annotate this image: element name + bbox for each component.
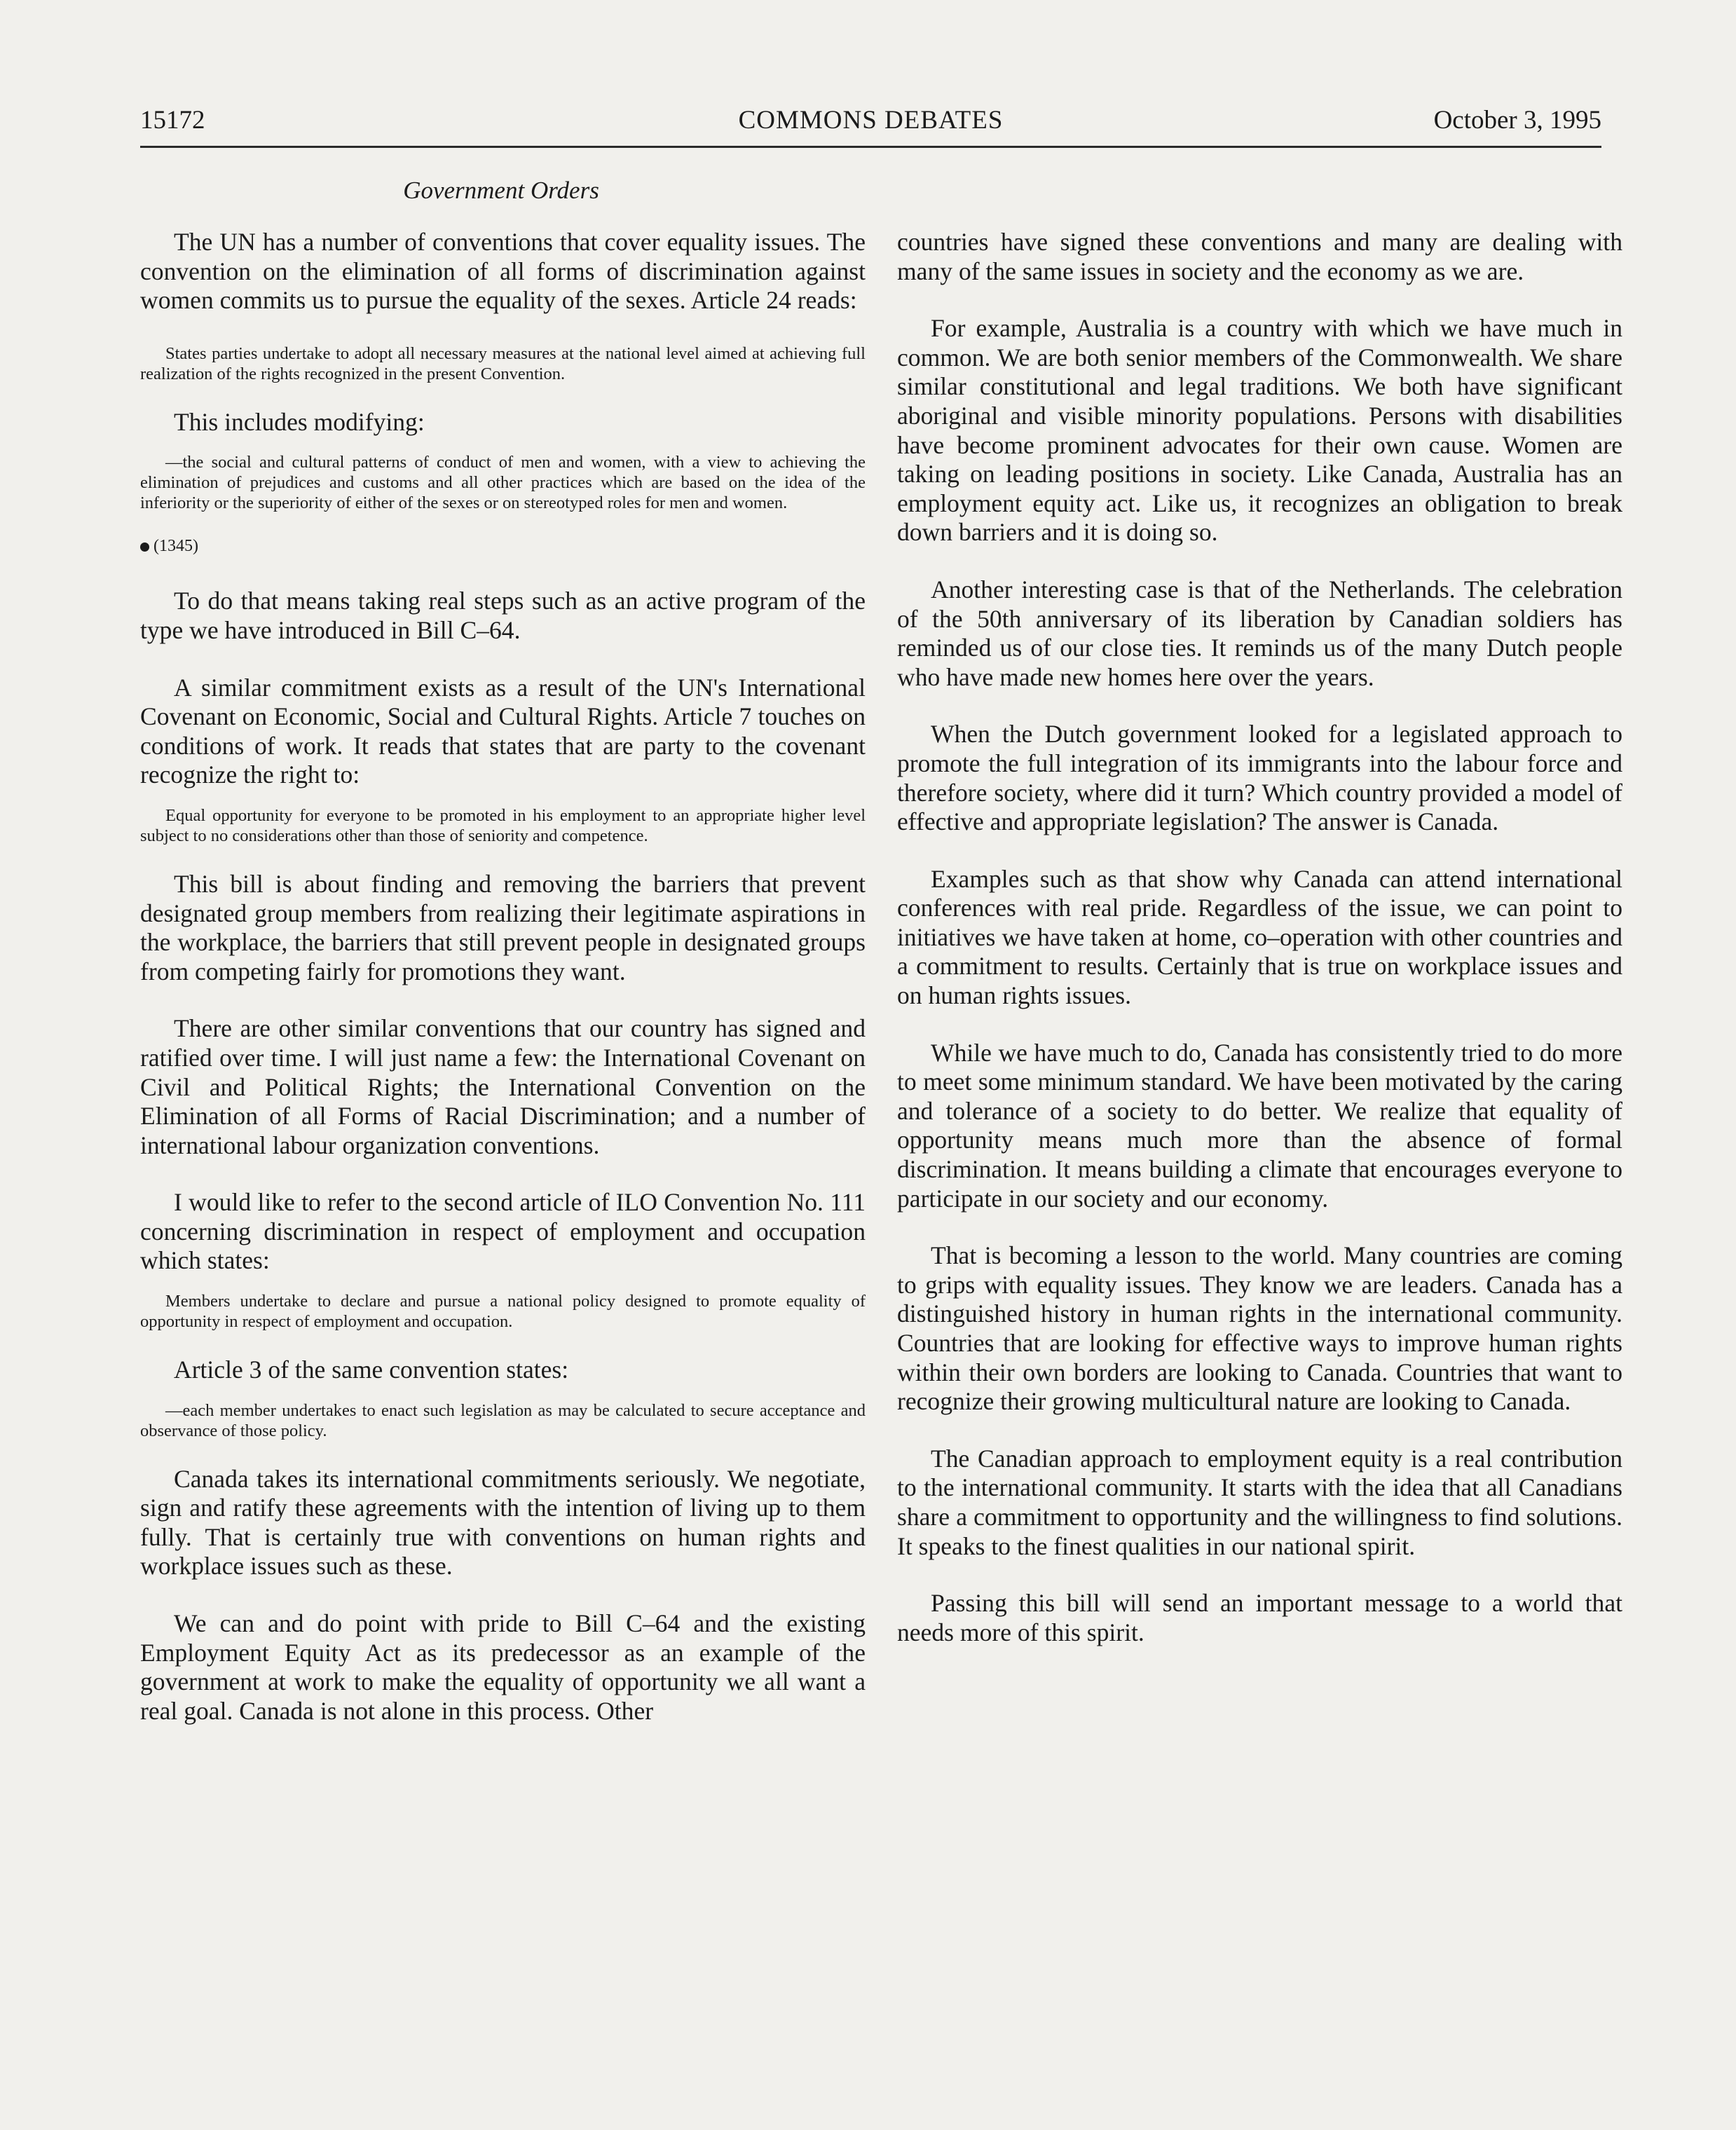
paragraph: Examples such as that show why Canada can attend international conferences with real pride. Regardless of the issue, we can point to initiatives we have taken at home, co–operation with other countries and a commitment to results. Certainly that is true on workplace issues and on human rights issues. [897,864,1622,1010]
paragraph: To do that means taking real steps such as an active program of the type we have introduced in Bill C–64. [140,587,866,644]
paragraph: countries have signed these conventions and many are dealing with many of the same issues in society and the economy as we are. [897,228,1622,285]
time-marker [140,537,866,556]
paragraph: When the Dutch government looked for a legislated approach to promote the full integration of its immigrants into the labour force and therefore society, where did it turn? Which country provided a model of effective and appropriate legislation? The answer is Canada. [897,720,1622,836]
paragraph: I would like to refer to the second article of ILO Convention No. 111 concerning discrimination in respect of employment and occupation which states: [140,1188,866,1275]
section-heading: Government Orders [403,177,599,204]
paragraph: The UN has a number of conventions that cover equality issues. The convention on the elimination of all forms of discrimination against women commits us to pursue the equality of the sexes. Article 24 reads: [140,228,866,315]
page-header [140,105,1601,147]
bullet-icon [140,542,149,552]
paragraph: That is becoming a lesson to the world. Many countries are coming to grips with equality issues. They know we are leaders. Canada has a distinguished history in human rights in the international community. Countries that are looking for effective ways to improve human rights within their own borders are looking to Canada. Countries that want to recognize their growing multicultural nature are looking to Canada. [897,1241,1622,1416]
header-rule [140,146,1601,148]
paragraph: For example, Australia is a country with which we have much in common. We are both senior members of the Commonwealth. We share similar constitutional and legal traditions. We both have significant aboriginal and visible minority populations. Persons with disabilities have become prominent advocates for their own cause. Women are taking on leading positions in society. Like Canada, Australia has an employment equity act. Like us, it recognizes an obligation to break down barriers and it is doing so. [897,314,1622,547]
paragraph: While we have much to do, Canada has consistently tried to do more to meet some minimum standard. We have been motivated by the caring and tolerance of a society to do better. We realize that equality of opportunity means much more than the absence of formal discrimination. It means building a climate that encourages everyone to participate in our society and our economy. [897,1038,1622,1213]
paragraph: Passing this bill will send an important message to a world that needs more of this spirit. [897,1589,1622,1646]
paragraph: The Canadian approach to employment equity is a real contribution to the international community. It starts with the idea that all Canadians share a commitment to opportunity and the willingness to find solutions. It speaks to the finest qualities in our national spirit. [897,1444,1622,1560]
paragraph: There are other similar conventions that our country has signed and ratified over time. I will just name a few: the International Covenant on Civil and Political Rights; the International Convention on the Elimination of all Forms of Racial Discrimination; and a number of international labour organization conventions. [140,1014,866,1159]
publication-date: October 3, 1995 [1433,106,1601,135]
publication-title: COMMONS DEBATES [738,106,1004,135]
paragraph: This includes modifying: [174,407,425,436]
block-quote: —each member undertakes to enact such legislation as may be calculated to secure acceptance and observance of those policy. [140,1400,866,1440]
paragraph: Article 3 of the same convention states: [174,1356,569,1384]
left-column [140,228,866,1754]
paragraph: Canada takes its international commitments seriously. We negotiate, sign and ratify these agreements with the intention of living up to them fully. That is certainly true with conventions on human rights and workplace issues such as these. [140,1464,866,1581]
page-number: 15172 [140,106,205,135]
paragraph: We can and do point with pride to Bill C–64 and the existing Employment Equity Act as its predecessor as an example of the government at work to make the equality of opportunity we all want a real goal. Canada is not alone in this process. Other [140,1609,866,1725]
block-quote: Members undertake to declare and pursue a national policy designed to promote equality of opportunity in respect of employment and occupation. [140,1292,866,1332]
time-marker-text: (1345) [153,537,198,556]
block-quote: —the social and cultural patterns of conduct of men and women, with a view to achieving the elimination of prejudices and customs and all other practices which are based on the idea of the inferiority or the superiority of either of the sexes or on stereotyped roles for men and women. [140,453,866,513]
paragraph: This bill is about finding and removing the barriers that prevent designated group members from realizing their legitimate aspirations in the workplace, the barriers that still prevent people in designated groups from competing fairly for promotions they want. [140,869,866,985]
right-column [897,228,1622,1675]
block-quote: Equal opportunity for everyone to be promoted in his employment to an appropriate higher level subject to no considerations other than those of seniority and competence. [140,805,866,845]
paragraph: Another interesting case is that of the Netherlands. The celebration of the 50th anniversary of its liberation by Canadian soldiers has reminded us of our close ties. It reminds us of the many Dutch people who have made new homes here over the years. [897,575,1622,691]
paragraph: A similar commitment exists as a result of the UN's International Covenant on Economic, Social and Cultural Rights. Article 7 touches on conditions of work. It reads that states that are party to the covenant recognize the right to: [140,673,866,789]
block-quote: States parties undertake to adopt all necessary measures at the national level aimed at achieving full realization of the rights recognized in the present Convention. [140,343,866,383]
